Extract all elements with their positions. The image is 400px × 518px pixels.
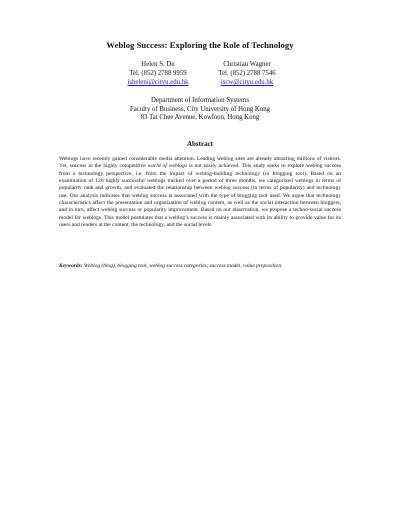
keywords-label: Keywords: (59, 263, 83, 269)
abstract-heading: Abstract (186, 140, 214, 148)
author-phone: Tel. (852) 2788 7546 (218, 70, 276, 77)
author-block-2 (187, 60, 307, 87)
author-email-link[interactable]: iscw@cityu.edu.hk (220, 79, 274, 86)
author-phone: Tel. (852) 2788 9959 (129, 70, 187, 77)
keywords-text: Weblog (blog), blogging tool, weblog success categories, success model, value proposition. (82, 263, 283, 269)
abstract-body (59, 156, 341, 229)
affiliation-department: Department of Information Systems (151, 97, 249, 104)
author-name: Christian Wagner (223, 61, 271, 68)
author-name: Helen S. Du (141, 61, 175, 68)
abstract-text-italic: world of weblogs (147, 163, 187, 170)
abstract-text-part1: Weblogs have recently gained considerable media attention. Leading weblog sites are already attracting millions of visitors. Yet, success in the highly competitive (59, 156, 341, 170)
keywords-line (59, 263, 344, 270)
abstract-text-part2: is not easily achieved. This study seeks to explore weblog success from a technology perspective, i.e. from the impact of weblog-building technology (or blogging tool). Based on an examination of 126 highly successful weblogs tracked over a period of three months, we categorized weblogs in terms of popularity rank and growth, and evaluated the relationship between weblog success (in terms of popularity) and technology use. Our analysis indicates that weblog success is associated with the type of blogging tool used. We argue that technology characteristics affect the presentation and organization of weblog content, as well as the social interaction between bloggers, and in turn, affect weblog success or popularity improvement. Based on our observation, we propose a techno-social success model for weblogs. This model postulates that a weblog’s success is mainly associated with its ability to provide value for its users and readers at the content, the technology, and the social levels. (59, 163, 341, 229)
affiliation-block (0, 97, 400, 123)
paper-title: Weblog Success: Exploring the Role of Technology (106, 40, 294, 50)
affiliation-faculty: Faculty of Business, City University of Hong Kong (129, 105, 271, 113)
author-email-link[interactable]: isheleni@cityu.edu.hk (127, 79, 189, 86)
affiliation-address: 83 Tat Chee Avenue, Kowloon, Hong Kong (140, 114, 260, 121)
